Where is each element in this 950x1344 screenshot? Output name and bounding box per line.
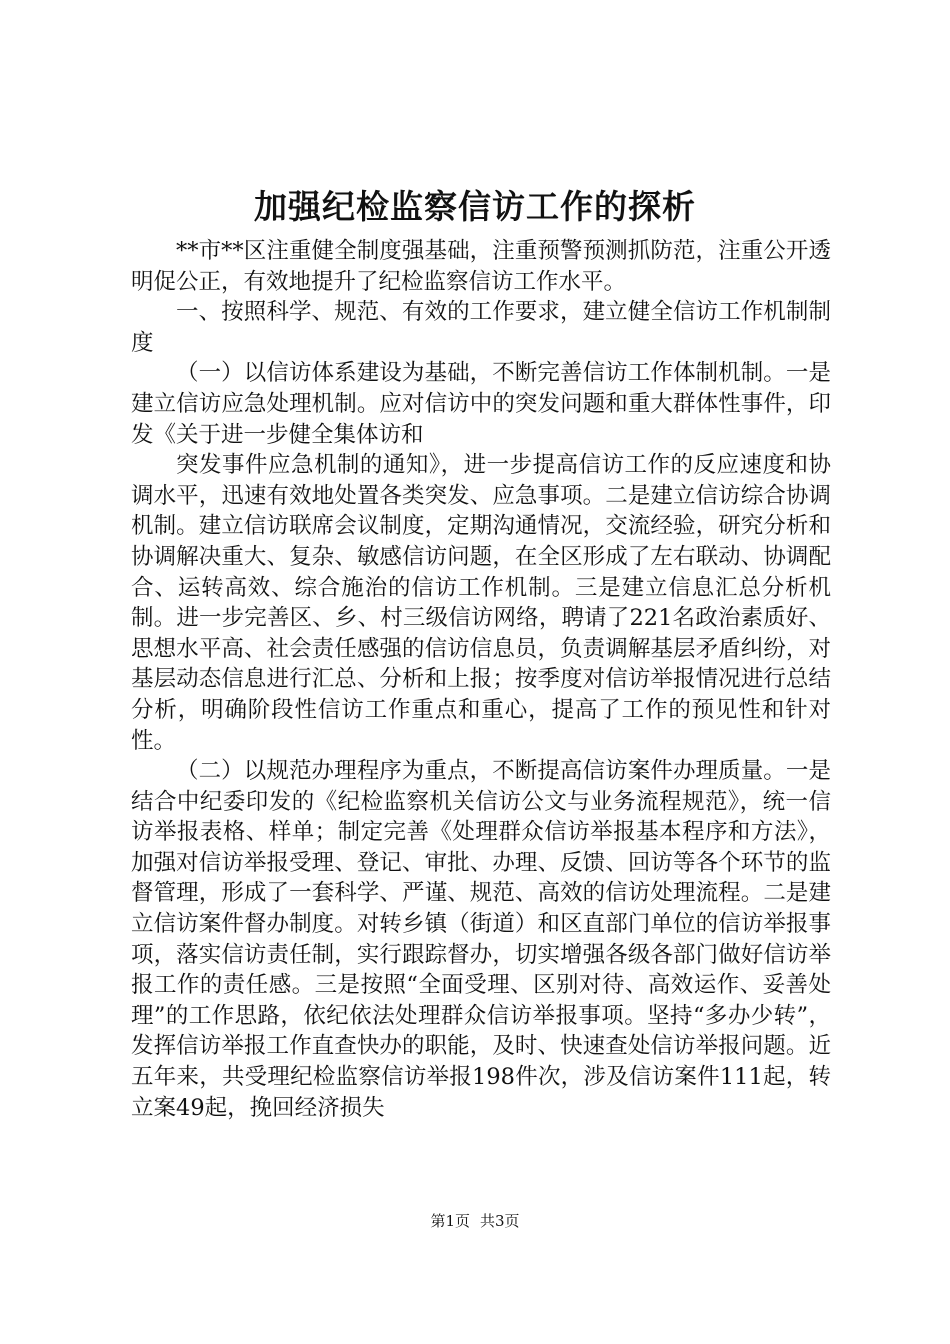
document-body	[131, 236, 831, 1123]
paragraph-subsection-1: （一）以信访体系建设为基础，不断完善信访工作体制机制。一是建立信访应急处理机制。应对信访中的突发问题和重大群体性事件，印发《关于进一步健全集体访和	[131, 360, 831, 448]
paragraph-intro: **市**区注重健全制度强基础，注重预警预测抓防范，注重公开透明促公正，有效地提升了纪检监察信访工作水平。	[131, 238, 831, 295]
page-number: 第1页	[430, 1212, 470, 1230]
document-title: 加强纪检监察信访工作的探析	[254, 187, 696, 226]
paragraph-subsection-2: （二）以规范办理程序为重点，不断提高信访案件办理质量。一是结合中纪委印发的《纪检监察机关信访公文与业务流程规范》，统一信访举报表格、样单；制定完善《处理群众信访举报基本程序和方法》，加强对信访举报受理、登记、审批、办理、反馈、回访等各个环节的监督管理，形成了一套科学、严谨、规范、高效的信访处理流程。二是建立信访案件督办制度。对转乡镇（街道）和区直部门单位的信访举报事项，落实信访责任制，实行跟踪督办，切实增强各级各部门做好信访举报工作的责任感。三是按照“全面受理、区别对待、高效运作、妥善处理”的工作思路，依纪依法处理群众信访举报事项。坚持“多办少转”，发挥信访举报工作直查快办的职能，及时、快速查处信访举报问题。近五年来，共受理纪检监察信访举报198件次，涉及信访案件111起，转立案49起，挽回经济损失	[131, 758, 831, 1121]
section-heading-1: 一、按照科学、规范、有效的工作要求，建立健全信访工作机制制度	[131, 299, 831, 356]
page-total: 共3页	[480, 1212, 520, 1230]
page-footer	[0, 1211, 950, 1231]
paragraph-subsection-1-continued: 突发事件应急机制的通知》，进一步提高信访工作的反应速度和协调水平，迅速有效地处置各类突发、应急事项。二是建立信访综合协调机制。建立信访联席会议制度，定期沟通情况，交流经验，研究分析和协调解决重大、复杂、敏感信访问题，在全区形成了左右联动、协调配合、运转高效、综合施治的信访工作机制。三是建立信息汇总分析机制。进一步完善区、乡、村三级信访网络，聘请了221名政治素质好、思想水平高、社会责任感强的信访信息员，负责调解基层矛盾纠纷，对基层动态信息进行汇总、分析和上报；按季度对信访举报情况进行总结分析，明确阶段性信访工作重点和重心，提高了工作的预见性和针对性。	[131, 452, 831, 754]
